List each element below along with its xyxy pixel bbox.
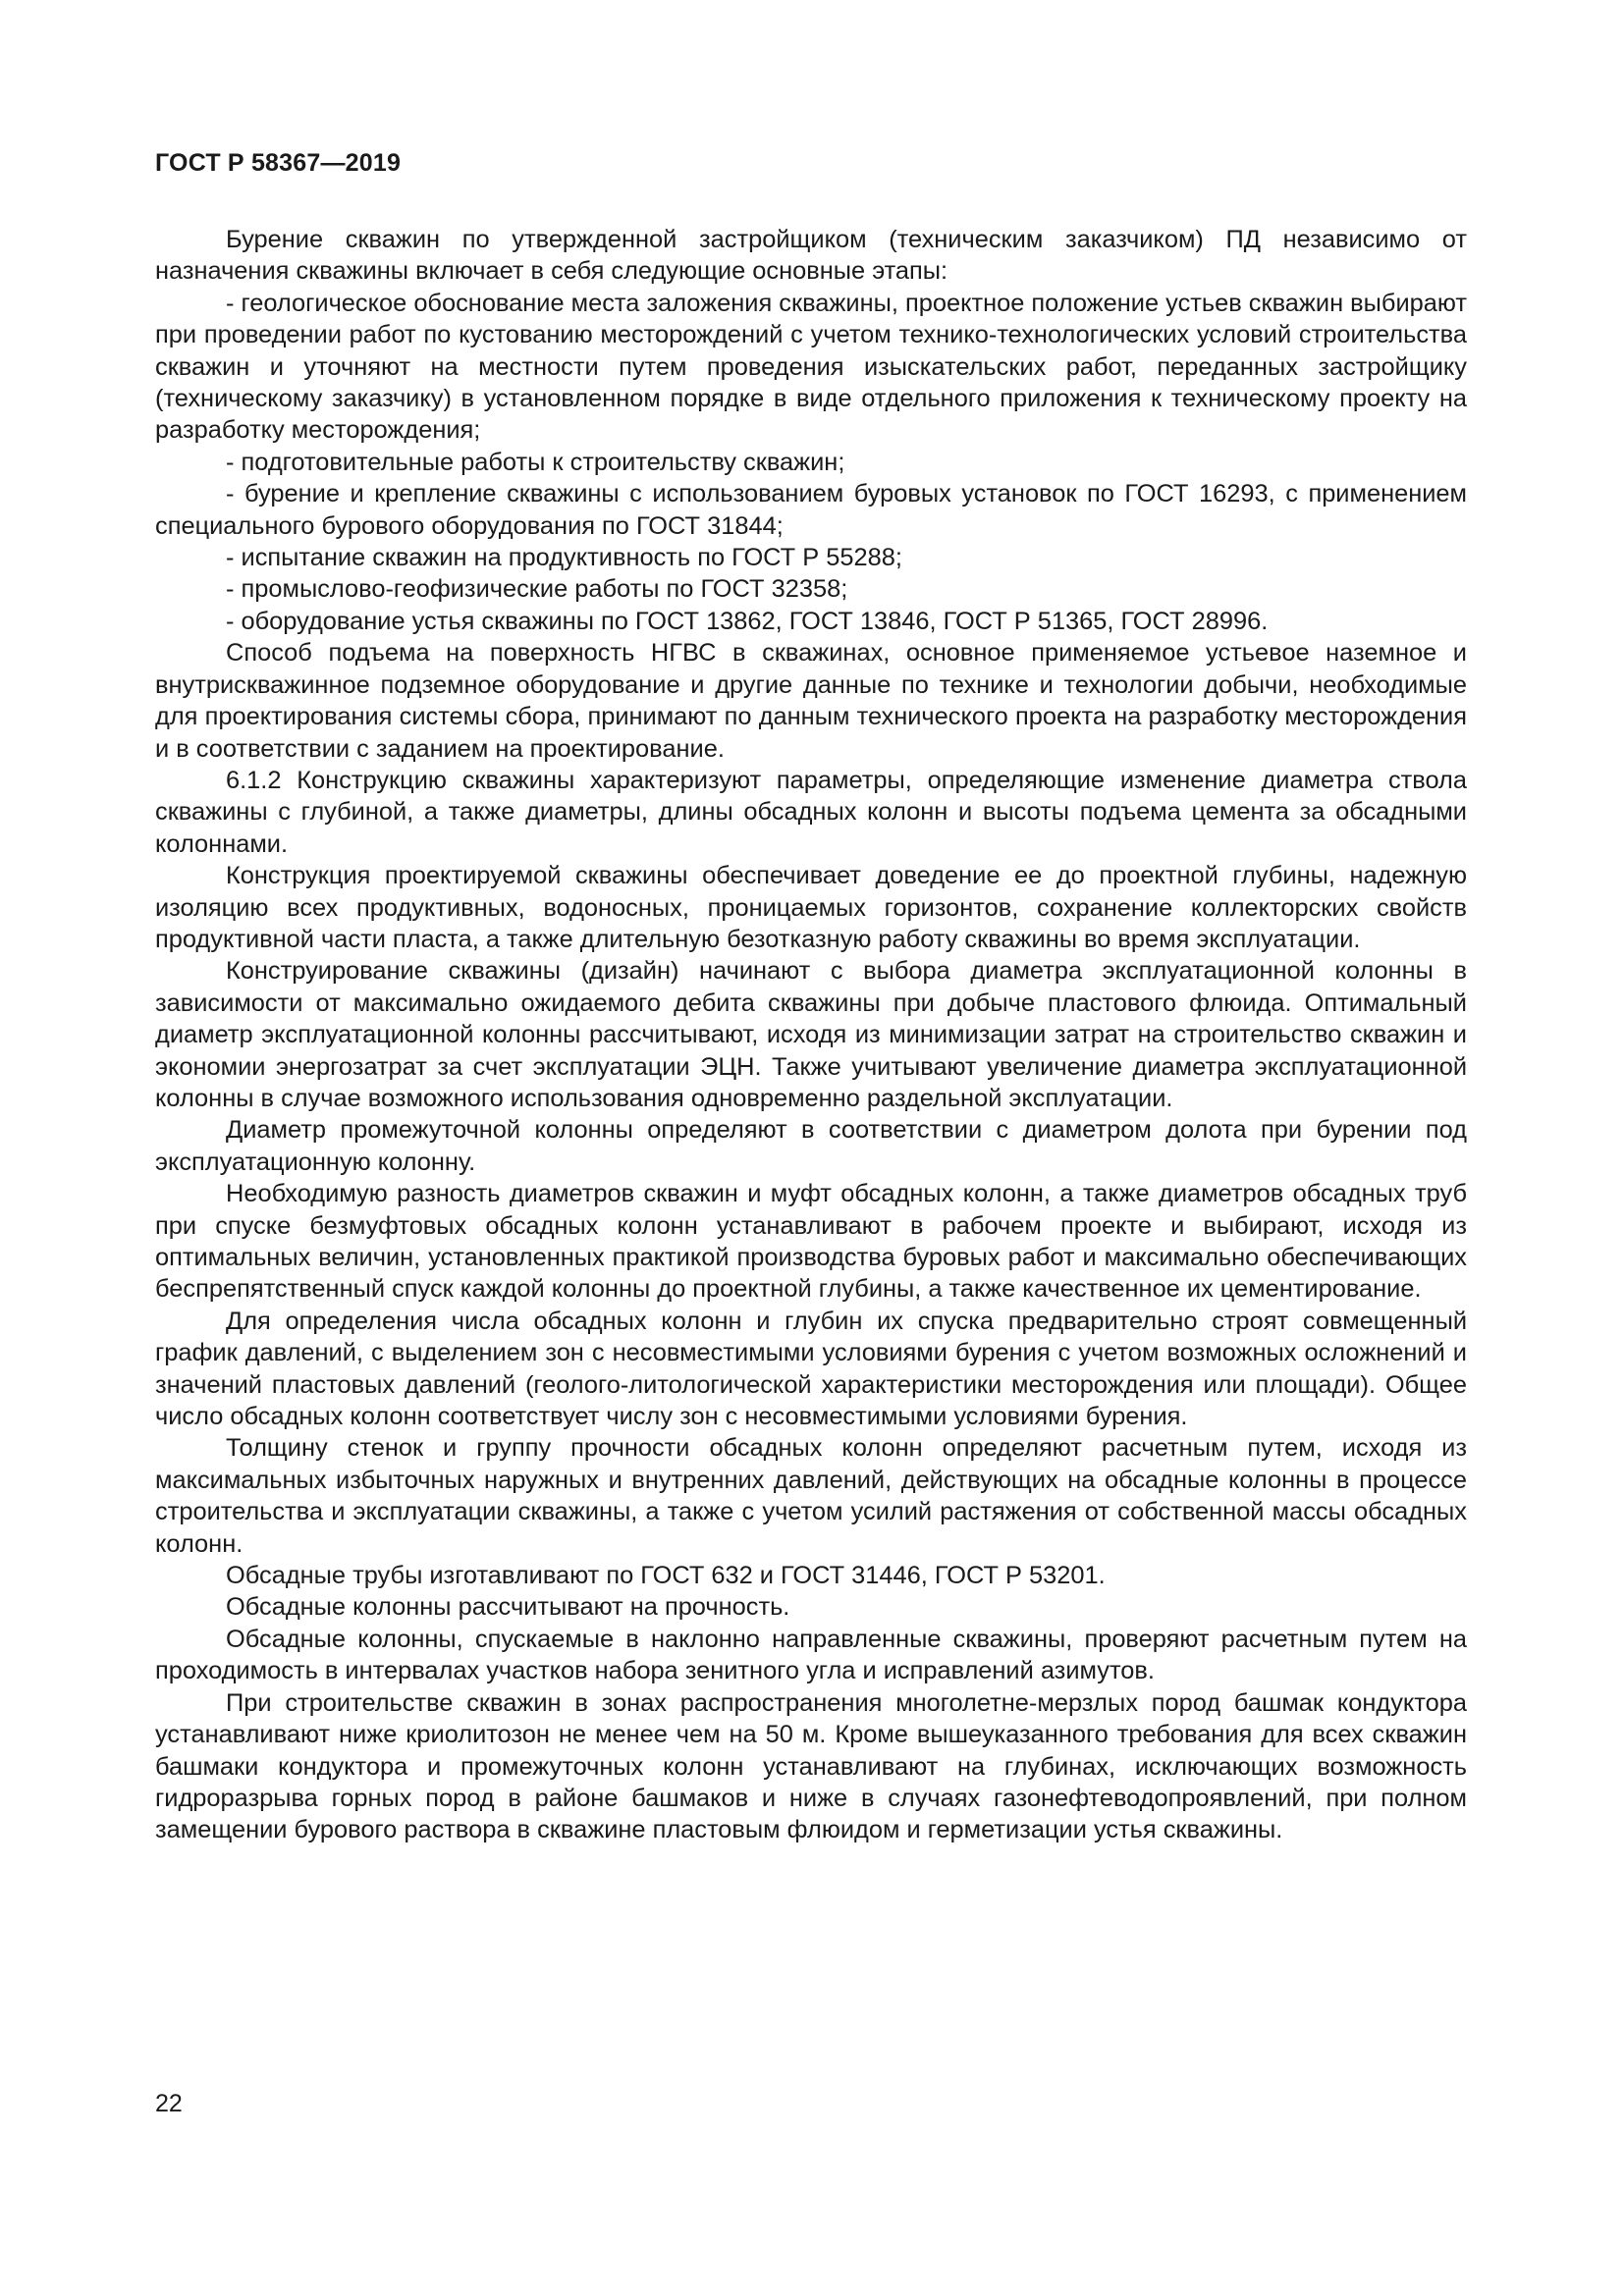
list-item: - испытание скважин на продуктивность по ГОСТ Р 55288; [226,544,902,572]
paragraph: Конструирование скважины (дизайн) начинают с выбора диаметра эксплуатационной колонны в зависимости от максимально ожидаемого дебита скважины при добыче пластового флюида. Оптимальный диаметр эксплуатационной колонны рассчитывают, исходя из минимизации затрат на строительство скважин и экономии энергозатрат за счет эксплуатации ЭЦН. Также учитывают увеличение диаметра эксплуатационной колонны в случае возможного использования одновременно раздельной эксплуатации. [155,957,1467,1112]
list-item: - подготовительные работы к строительству скважин; [226,448,845,476]
list-item: - геологическое обоснование места заложения скважины, проектное положение устьев скважин выбирают при проведении работ по кустованию месторождений с учетом технико-технологических условий строительства скважин и уточняют на местности путем проведения изыскательских работ, переданных застройщику (техническому заказчику) в установленном порядке в виде отдельного приложения к техническому проекту на разработку месторождения; [155,289,1467,445]
paragraph: Бурение скважин по утвержденной застройщиком (техническим заказчиком) ПД независимо от назначения скважины включает в себя следующие основные этапы: [155,226,1467,286]
paragraph: 6.1.2 Конструкцию скважины характеризуют параметры, определяющие изменение диаметра ствола скважины с глубиной, а также диаметры, длины обсадных колонн и высоты подъема цемента за обсадными колоннами. [155,766,1467,858]
list-item: - промыслово-геофизические работы по ГОСТ 32358; [226,575,848,604]
paragraph: При строительстве скважин в зонах распространения многолетне-мерзлых пород башмак кондуктора устанавливают ниже криолитозон не менее чем на 50 м. Кроме вышеуказанного требования для всех скважин башмаки кондуктора и промежуточных колонн устанавливают на глубинах, исключающих возможность гидроразрыва горных пород в районе башмаков и ниже в случаях газонефтеводопроявлений, при полном замещении бурового раствора в скважине пластовым флюидом и герметизации устья скважины. [155,1688,1467,1844]
paragraph: Диаметр промежуточной колонны определяют в соответствии с диаметром долота при бурении под эксплуатационную колонну. [155,1116,1467,1176]
document-header: ГОСТ Р 58367—2019 [155,149,402,177]
paragraph: Способ подъема на поверхность НГВС в скважинах, основное применяемое устьевое наземное и внутрискважинное подземное оборудование и другие данные по технике и технологии добычи, необходимые для проектирования системы сбора, принимают по данным технического проекта на разработку месторождения и в соответствии с заданием на проектирование. [155,639,1467,763]
list-item: - оборудование устья скважины по ГОСТ 13862, ГОСТ 13846, ГОСТ Р 51365, ГОСТ 28996. [226,607,1269,635]
paragraph: Для определения числа обсадных колонн и глубин их спуска предварительно строят совмещенный график давлений, с выделением зон с несовместимыми условиями бурения с учетом возможных осложнений и значений пластовых давлений (геолого-литологической характеристики месторождения или площади). Общее число обсадных колонн соответствует числу зон с несовместимыми условиями бурения. [155,1307,1467,1431]
paragraph: Толщину стенок и группу прочности обсадных колонн определяют расчетным путем, исходя из максимальных избыточных наружных и внутренних давлений, действующих на обсадные колонны в процессе строительства и эксплуатации скважины, а также с учетом усилий растяжения от собственной массы обсадных колонн. [155,1434,1467,1558]
list-item: - бурение и крепление скважины с использованием буровых установок по ГОСТ 16293, с применением специального бурового оборудования по ГОСТ 31844; [155,480,1467,540]
paragraph: Обсадные трубы изготавливают по ГОСТ 632 и ГОСТ 31446, ГОСТ Р 53201. [226,1562,1106,1590]
page-number: 22 [155,2090,183,2117]
paragraph: Конструкция проектируемой скважины обеспечивает доведение ее до проектной глубины, надежную изоляцию всех продуктивных, водоносных, проницаемых горизонтов, сохранение коллекторских свойств продуктивной части пласта, а также длительную безотказную работу скважины во время эксплуатации. [155,862,1467,953]
paragraph: Обсадные колонны рассчитывают на прочность. [226,1593,790,1622]
paragraph: Обсадные колонны, спускаемые в наклонно направленные скважины, проверяют расчетным путем на проходимость в интервалах участков набора зенитного угла и исправлений азимутов. [155,1625,1467,1685]
paragraph: Необходимую разность диаметров скважин и муфт обсадных колонн, а также диаметров обсадных труб при спуске безмуфтовых обсадных колонн устанавливают в рабочем проекте и выбирают, исходя из оптимальных величин, установленных практикой производства буровых работ и максимально обеспечивающих беспрепятственный спуск каждой колонны до проектной глубины, а также качественное их цементирование. [155,1180,1467,1304]
document-body [155,224,1467,1846]
